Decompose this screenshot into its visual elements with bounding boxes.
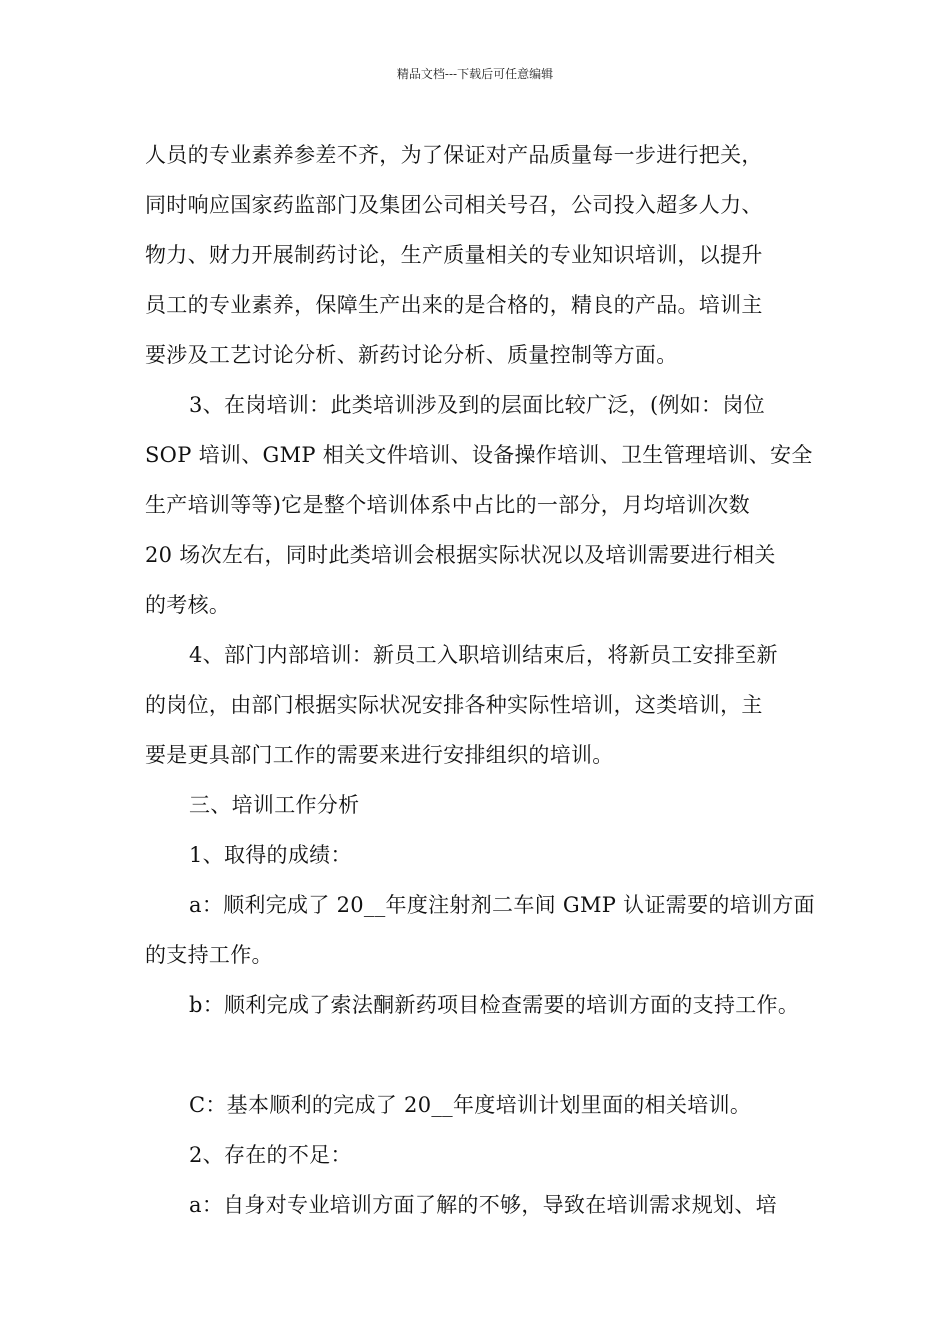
page-header: 精品文档---下载后可任意编辑 xyxy=(396,67,554,81)
paragraph-line: 人员的专业素养参差不齐，为了保证对产品质量每一步进行把关， xyxy=(145,143,763,167)
paragraph-line: 同时响应国家药监部门及集团公司相关号召，公司投入超多人力、 xyxy=(145,193,763,217)
subsection-heading: 1、取得的成绩： xyxy=(189,843,352,867)
paragraph-line: 的考核。 xyxy=(145,593,231,617)
paragraph-line: 物力、财力开展制药讨论，生产质量相关的专业知识培训，以提升 xyxy=(145,243,763,267)
blank-line xyxy=(145,1030,810,1080)
subsection-heading: 2、存在的不足： xyxy=(189,1143,352,1167)
paragraph-line: C：基本顺利的完成了 20__年度培训计划里面的相关培训。 xyxy=(189,1093,752,1117)
paragraph-line: a：顺利完成了 20__年度注射剂二车间 GMP 认证需要的培训方面 xyxy=(189,893,815,917)
paragraph-line: 员工的专业素养，保障生产出来的是合格的，精良的产品。培训主 xyxy=(145,293,763,317)
paragraph-line: 的岗位，由部门根据实际状况安排各种实际性培训，这类培训，主 xyxy=(145,693,763,717)
paragraph-line: 要是更具部门工作的需要来进行安排组织的培训。 xyxy=(145,743,614,767)
paragraph-line: SOP 培训、GMP 相关文件培训、设备操作培训、卫生管理培训、安全 xyxy=(145,443,813,467)
paragraph-line: 3、在岗培训：此类培训涉及到的层面比较广泛，(例如：岗位 xyxy=(189,393,765,417)
paragraph-line: 要涉及工艺讨论分析、新药讨论分析、质量控制等方面。 xyxy=(145,343,678,367)
paragraph-line: 的支持工作。 xyxy=(145,943,273,967)
paragraph-line: b：顺利完成了索法酮新药项目检查需要的培训方面的支持工作。 xyxy=(189,993,800,1017)
paragraph-line: 生产培训等等)它是整个培训体系中占比的一部分，月均培训次数 xyxy=(145,493,750,517)
paragraph-line: 4、部门内部培训：新员工入职培训结束后，将新员工安排至新 xyxy=(189,643,778,667)
paragraph-line: 20 场次左右，同时此类培训会根据实际状况以及培训需要进行相关 xyxy=(145,543,776,567)
paragraph-line: a：自身对专业培训方面了解的不够，导致在培训需求规划、培 xyxy=(189,1193,777,1217)
section-heading: 三、培训工作分析 xyxy=(189,793,360,817)
document-body xyxy=(145,130,815,1230)
